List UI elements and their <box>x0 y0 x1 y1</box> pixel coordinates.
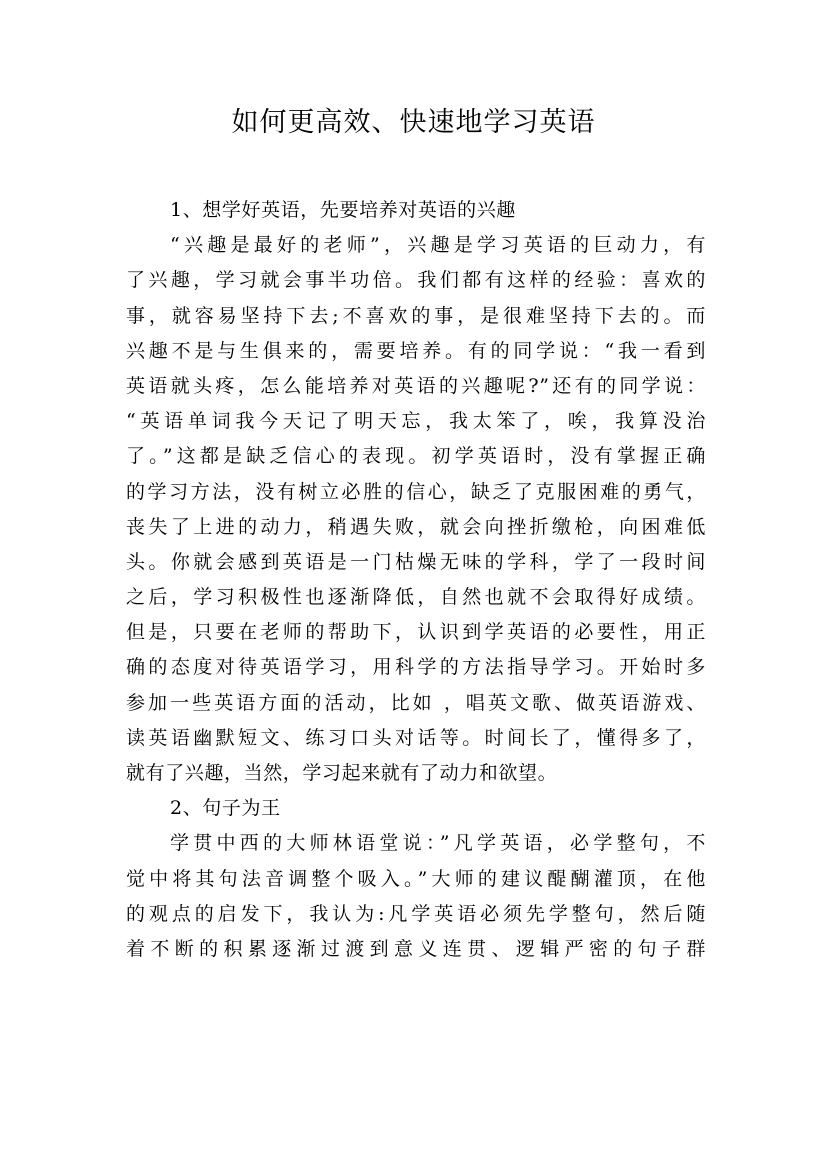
text-line: 1、想学好英语，先要培养对英语的兴趣 <box>170 199 516 221</box>
document-body <box>126 193 706 967</box>
text-line: 英语就头疼，怎么能培养对英语的兴趣呢?”还有的同学说： <box>126 374 706 397</box>
text-line: 了兴趣，学习就会事半功倍。我们都有这样的经验：喜欢的 <box>126 269 706 292</box>
text-line: 就有了兴趣，当然，学习起来就有了动力和欲望。 <box>126 762 558 784</box>
text-line: 兴趣不是与生俱来的，需要培养。有的同学说：“我一看到 <box>126 339 706 362</box>
text-line: 丧失了上进的动力，稍遇失败，就会向挫折缴枪，向困难低 <box>126 515 706 538</box>
text-line: 头。你就会感到英语是一门枯燥无味的学科，学了一段时间 <box>126 550 706 573</box>
text-line: 学贯中西的大师林语堂说：”凡学英语，必学整句，不 <box>170 832 706 855</box>
text-line: 但是，只要在老师的帮助下，认识到学英语的必要性，用正 <box>126 621 706 644</box>
text-line: 确的态度对待英语学习，用科学的方法指导学习。开始时多 <box>126 656 706 679</box>
text-line: 之后，学习积极性也逐渐降低，自然也就不会取得好成绩。 <box>126 586 706 609</box>
text-line: 的观点的启发下，我认为:凡学英语必须先学整句，然后随 <box>126 902 706 925</box>
text-line: 读英语幽默短文、练习口头对话等。时间长了，懂得多了， <box>126 726 706 749</box>
document-title: 如何更高效、快速地学习英语 <box>231 107 596 138</box>
text-line: “英语单词我今天记了明天忘，我太笨了，唉，我算没治 <box>126 410 706 433</box>
text-line: 2、句子为王 <box>170 797 281 820</box>
text-line: 的学习方法，没有树立必胜的信心，缺乏了克服困难的勇气， <box>126 480 706 503</box>
text-line: 事，就容易坚持下去;不喜欢的事，是很难坚持下去的。而 <box>126 304 706 327</box>
text-line: 着不断的积累逐渐过渡到意义连贯、逻辑严密的句子群 <box>126 937 706 960</box>
text-line: 了。”这都是缺乏信心的表现。初学英语时，没有掌握正确 <box>126 445 706 468</box>
text-line: 觉中将其句法音调整个吸入。”大师的建议醍醐灌顶，在他 <box>126 867 706 890</box>
text-line: 参加一些英语方面的活动，比如 ，唱英文歌、做英语游戏、 <box>126 691 706 714</box>
text-line: “兴趣是最好的老师”，兴趣是学习英语的巨动力，有 <box>170 234 706 257</box>
